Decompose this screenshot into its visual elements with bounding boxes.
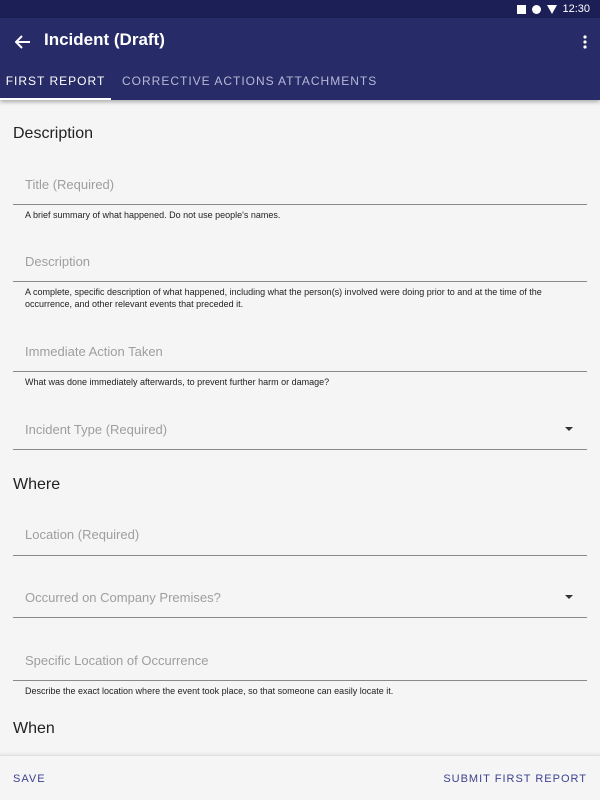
section-title-where: Where: [13, 476, 61, 493]
immediate-action-placeholder: Immediate Action Taken: [25, 344, 163, 359]
save-button[interactable]: SAVE: [13, 773, 46, 785]
immediate-action-underline: [13, 371, 587, 372]
incident-type-placeholder: Incident Type (Required): [25, 422, 168, 437]
submit-first-report-button[interactable]: SUBMIT FIRST REPORT: [443, 773, 587, 785]
description-underline: [13, 281, 587, 282]
tab-attachments[interactable]: ATTACHMENTS: [278, 74, 378, 88]
form-content: [0, 100, 600, 755]
record-icon: [532, 5, 541, 14]
description-placeholder: Description: [25, 254, 91, 269]
title-underline: [13, 204, 587, 205]
page-title: Incident (Draft): [44, 30, 165, 49]
location-input[interactable]: [13, 511, 587, 556]
tab-bar: [0, 66, 600, 100]
incident-type-dropdown[interactable]: [13, 405, 587, 450]
premises-underline: [13, 617, 587, 618]
stop-icon: [517, 5, 526, 14]
title-input[interactable]: [13, 160, 587, 205]
status-bar: [0, 0, 600, 18]
specific-location-placeholder: Specific Location of Occurrence: [25, 653, 209, 668]
title-helper: A brief summary of what happened. Do not use people's names.: [25, 210, 281, 220]
title-placeholder: Title (Required): [25, 177, 115, 192]
section-title-description: Description: [13, 125, 94, 142]
signal-icon: [547, 5, 557, 14]
bottom-action-bar: [0, 755, 600, 800]
more-vert-icon: [583, 35, 587, 49]
location-placeholder: Location (Required): [25, 527, 140, 542]
premises-placeholder: Occurred on Company Premises?: [25, 590, 221, 605]
immediate-action-input[interactable]: [13, 327, 587, 372]
tab-first-report[interactable]: FIRST REPORT: [0, 66, 111, 100]
more-button[interactable]: [580, 31, 590, 53]
incident-type-underline: [13, 449, 587, 450]
specific-location-helper: Describe the exact location where the event took place, so that someone can easily locate it.: [25, 686, 394, 696]
app-bar: [0, 18, 600, 100]
immediate-action-helper: What was done immediately afterwards, to prevent further harm or damage?: [25, 377, 330, 387]
dropdown-arrow-icon: [565, 595, 573, 599]
back-button[interactable]: [12, 31, 34, 53]
status-time: 12:30: [562, 3, 590, 15]
premises-dropdown[interactable]: [13, 573, 587, 618]
specific-location-underline: [13, 680, 587, 681]
description-input[interactable]: [13, 237, 587, 282]
specific-location-input[interactable]: [13, 636, 587, 681]
description-helper: A complete, specific description of what happened, including what the person(s) involved were doing prior to and at the time of the occurrence, and other relevant events that preceded it.: [25, 287, 542, 310]
tab-corrective-actions[interactable]: CORRECTIVE ACTIONS: [122, 74, 275, 88]
location-underline: [13, 555, 587, 556]
arrow-back-icon: [15, 34, 31, 50]
dropdown-arrow-icon: [565, 427, 573, 431]
section-title-when: When: [13, 720, 55, 737]
